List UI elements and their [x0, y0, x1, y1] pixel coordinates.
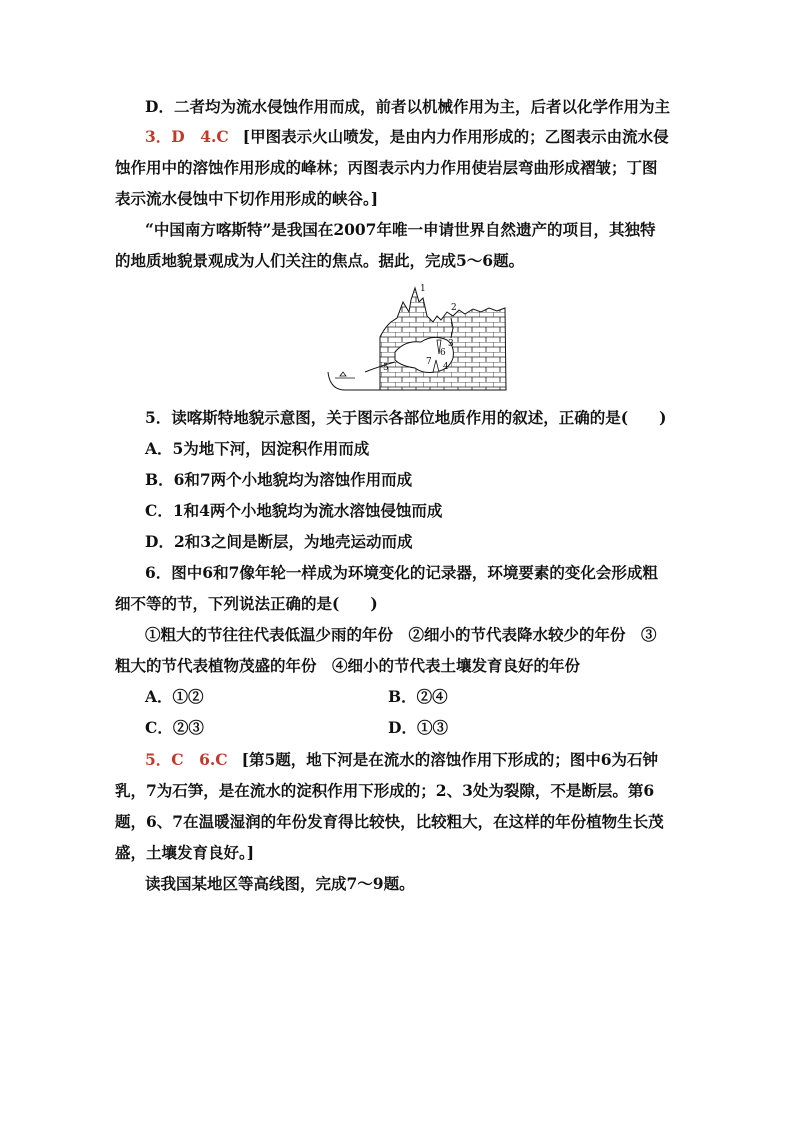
answer-key: 5．C 6.C — [145, 750, 228, 769]
question-6-statements: ①粗大的节往往代表低温少雨的年份 ②细小的节代表降水较少的年份 ③ — [145, 625, 657, 644]
explanation-line: 蚀作用中的溶蚀作用形成的峰林；丙图表示内力作用使岩层弯曲形成褶皱；丁图 — [115, 158, 658, 177]
figure-label-4: 4 — [443, 362, 449, 372]
answer-explanation: [甲图表示火山喷发，是由内力作用形成的；乙图表示由流水侵 — [242, 127, 669, 146]
explanation-line: 乳，7为石笋，是在流水的淀积作用下形成的；2、3处为裂隙，不是断层。第6 — [115, 781, 655, 800]
question-5-stem: 5．读喀斯特地貌示意图，关于图示各部位地质作用的叙述，正确的是( ) — [145, 408, 667, 427]
figure-label-6: 6 — [440, 348, 446, 358]
question-6-option-a: A．①② — [145, 687, 204, 706]
figure-label-7: 7 — [426, 357, 432, 367]
question-6-stem: 细不等的节，下列说法正确的是( ) — [115, 594, 378, 613]
intro-7-9: 读我国某地区等高线图，完成7～9题。 — [145, 874, 415, 893]
question-6-stem: 6．图中6和7像年轮一样成为环境变化的记录器，环境要素的变化会形成粗 — [145, 563, 658, 582]
question-5-option-c: C．1和4两个小地貌均为流水溶蚀侵蚀而成 — [145, 501, 443, 520]
explanation-line: 盛，土壤发育良好。] — [115, 843, 255, 862]
karst-diagram — [325, 282, 515, 394]
water-level-marker — [340, 372, 346, 376]
valley-floor — [328, 372, 380, 390]
option-d-previous: D．二者均为流水侵蚀作用而成，前者以机械作用为主，后者以化学作用为主 — [145, 97, 670, 116]
question-5-option-b: B．6和7两个小地貌均为溶蚀作用而成 — [145, 470, 413, 489]
figure-label-1: 1 — [420, 284, 426, 294]
intro-5-6: “中国南方喀斯特”是我国在2007年唯一申请世界自然遗产的项目，其独特 — [145, 220, 656, 239]
figure-label-5: 5 — [383, 363, 389, 373]
explanation-line: 表示流水侵蚀中下切作用形成的峡谷。] — [115, 189, 379, 208]
question-6-option-d: D．①③ — [388, 718, 448, 737]
figure-label-2: 2 — [451, 303, 457, 313]
intro-5-6: 的地质地貌景观成为人们关注的焦点。据此，完成5～6题。 — [115, 251, 525, 270]
question-6-statements: 粗大的节代表植物茂盛的年份 ④细小的节代表土壤发育良好的年份 — [115, 656, 581, 675]
figure-label-3: 3 — [448, 339, 454, 349]
answer-explanation: [第5题，地下河是在流水的溶蚀作用下形成的；图中6为石钟 — [241, 750, 659, 769]
question-5-option-d: D．2和3之间是断层，为地壳运动而成 — [145, 532, 413, 551]
question-6-option-c: C．②③ — [145, 718, 204, 737]
answer-key: 3．D 4.C — [145, 127, 229, 146]
answer-5-6 — [145, 750, 658, 770]
explanation-line: 题，6、7在温暖湿润的年份发育得比较快，比较粗大，在这样的年份植物生长茂 — [115, 812, 664, 831]
question-5-option-a: A．5为地下河，因淀积作用而成 — [145, 439, 370, 458]
answer-3-4 — [145, 127, 669, 147]
question-6-option-b: B．②④ — [388, 687, 448, 706]
